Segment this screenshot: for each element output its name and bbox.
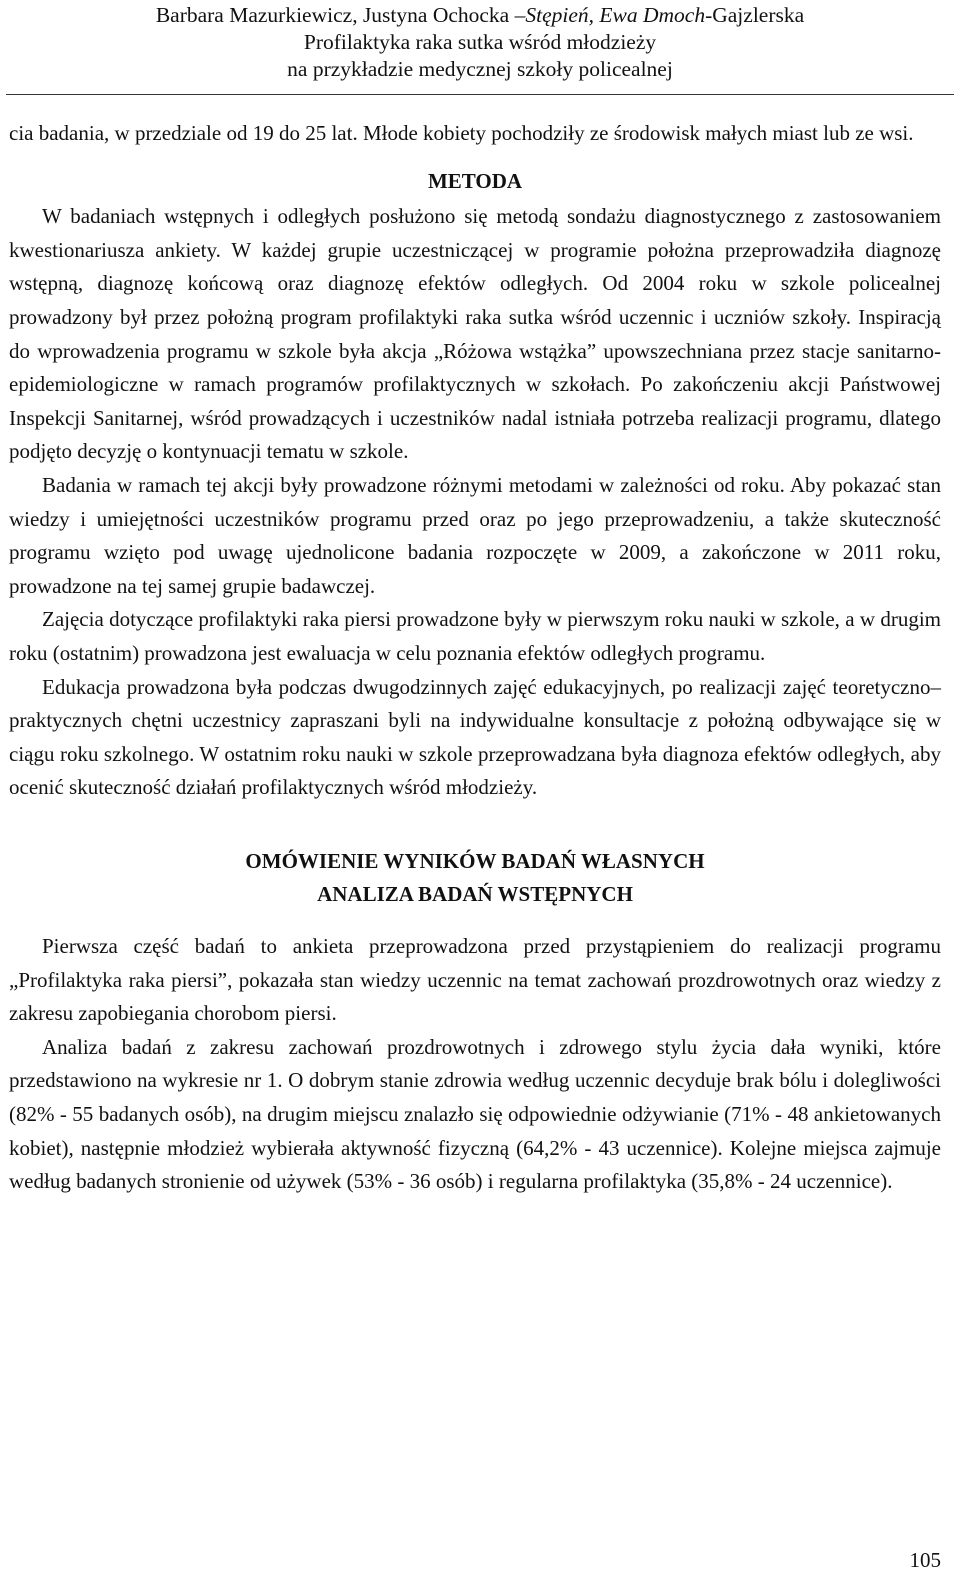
method-paragraph-2: Badania w ramach tej akcji były prowadzone różnymi metodami w zależności od roku. Aby pokazać stan wiedzy i umiejętności uczestników programu przed oraz po jego przeprowadzeniu, a także skuteczność programu wzięto pod uwagę ujednolicone badania rozpoczęte w 2009, a zakończone w 2011 roku, prowadzone na tej samej grupie badawczej. <box>9 472 941 598</box>
section-heading-results: OMÓWIENIE WYNIKÓW BADAŃ WŁASNYCH <box>245 848 705 873</box>
results-paragraph-1: Pierwsza część badań to ankieta przeprowadzona przed przystąpieniem do realizacji programu „Profilaktyka raka piersi”, pokazała stan wiedzy uczennic na temat zachowań prozdrowotnych oraz wiedzy z zakresu zapobiegania chorobom piersi. <box>9 934 941 1026</box>
header-title-line-1: Profilaktyka raka sutka wśród młodzieży <box>303 30 657 54</box>
header-authors-part-1: Barbara Mazurkiewicz, Justyna Ochocka – <box>155 3 526 27</box>
header-title-line-2: na przykładzie medycznej szkoły policealnej <box>287 57 673 81</box>
method-paragraph-3: Zajęcia dotyczące profilaktyki raka piersi prowadzone były w pierwszym roku nauki w szkole, a w drugim roku (ostatnim) prowadzona jest ewaluacja w celu poznania efektów odległych programu. <box>9 607 941 665</box>
section-heading-method: METODA <box>427 168 523 193</box>
header-divider <box>6 94 954 95</box>
section-spacer <box>9 805 941 845</box>
running-header <box>0 0 960 83</box>
header-authors <box>0 2 960 29</box>
heading-spacer <box>9 912 941 930</box>
section-heading-preliminary-analysis: ANALIZA BADAŃ WSTĘPNYCH <box>317 882 633 907</box>
header-authors-part-2: -Gajzlerska <box>705 3 805 27</box>
method-paragraph-4: Edukacja prowadzona była podczas dwugodzinnych zajęć edukacyjnych, po realizacji zajęć teoretyczno–praktycznych chętni uczestnicy zapraszani byli na indywidualne konsultacje z położną odbywające się w ciągu roku szkolnego. W ostatnim roku nauki w szkole przeprowadzana była diagnoza efektów odległych, aby ocenić skuteczność działań profilaktycznych wśród młodzieży. <box>9 674 941 800</box>
article-body <box>9 117 941 1199</box>
page-number: 105 <box>909 1548 941 1572</box>
method-paragraph-1: W badaniach wstępnych i odległych posłużono się metodą sondażu diagnostycznego z zastosowaniem kwestionariusza ankiety. W każdej grupie uczestniczącej w programie położna przeprowadziła diagnozę wstępną, diagnozę końcową oraz diagnozę efektów odległych. Od 2004 roku w szkole policealnej prowadzony był przez położną program profilaktyki raka sutka wśród uczennic i uczniów szkoły. Inspiracją do wprowadzenia programu w szkole była akcja „Różowa wstążka” upowszechniana przez stacje sanitarno-epidemiologiczne w ramach programów profilaktycznych w szkołach. Po zakończeniu akcji Państwowej Inspekcji Sanitarnej, wśród prowadzących i uczestników nadal istniała potrzeba realizacji programu, dlatego podjęto decyzję o kontynuacji tematu w szkole. <box>9 204 941 464</box>
intro-paragraph: cia badania, w przedziale od 19 do 25 lat. Młode kobiety pochodziły ze środowisk małych miast lub ze wsi. <box>9 121 914 145</box>
header-authors-italic: Stępień, Ewa Dmoch <box>525 3 706 27</box>
results-paragraph-2: Analiza badań z zakresu zachowań prozdrowotnych i zdrowego stylu życia dała wyniki, które przedstawiono na wykresie nr 1. O dobrym stanie zdrowia według uczennic decyduje brak bólu i dolegliwości (82% - 55 badanych osób), na drugim miejscu znalazło się odpowiednie odżywianie (71% - 48 ankietowanych kobiet), następnie młodzież wybierała aktywność fizyczną (64,2% - 43 uczennice). Kolejne miejsca zajmuje według badanych stronienie od używek (53% - 36 osób) i regularna profilaktyka (35,8% - 24 uczennice). <box>9 1034 941 1194</box>
